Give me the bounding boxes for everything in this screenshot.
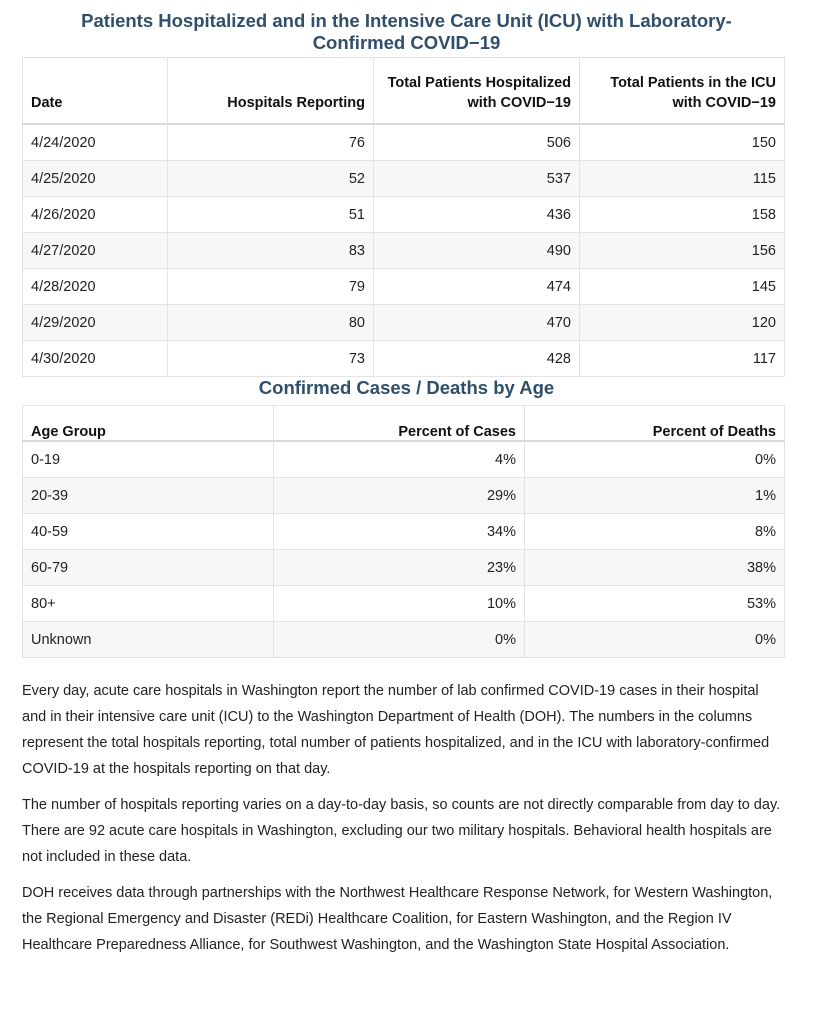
hospitalization-table [22,57,785,377]
hospitalization-title: Patients Hospitalized and in the Intensive Care Unit (ICU) with Laboratory-Confirmed COVID−19 [81,10,732,53]
table-cell: 79 [168,269,374,305]
table-cell: 158 [580,197,785,233]
table-cell: 51 [168,197,374,233]
table-cell: 470 [374,305,580,341]
table-cell: 40-59 [23,514,274,550]
table-cell: 76 [168,124,374,161]
table-row [23,341,785,377]
column-header-total-hospitalized: Total Patients Hospitalized with COVID−19 [374,58,580,125]
column-header-age-group: Age Group [23,406,274,442]
table-cell: 4/28/2020 [23,269,168,305]
table-cell: 4/29/2020 [23,305,168,341]
table-cell: 10% [274,586,525,622]
table-cell: 145 [580,269,785,305]
table-cell: 120 [580,305,785,341]
column-header-percent-cases: Percent of Cases [274,406,525,442]
table-cell: 80+ [23,586,274,622]
table-cell: 4/24/2020 [23,124,168,161]
table-cell: 53% [525,586,785,622]
table-cell: 506 [374,124,580,161]
table-cell: 73 [168,341,374,377]
table-cell: 38% [525,550,785,586]
table-cell: 52 [168,161,374,197]
notes [22,678,786,958]
table-cell: 0% [274,622,525,658]
table-cell: 474 [374,269,580,305]
table-cell: 428 [374,341,580,377]
table-cell: 4/27/2020 [23,233,168,269]
note-paragraph-reporting: Every day, acute care hospitals in Washington report the number of lab confirmed COVID-19 cases in their hospital and in their intensive care unit (ICU) to the Washington Department of Health (DOH). The numbers in the columns represent the total hospitals reporting, total number of patients hospitalized, and in the ICU with laboratory-confirmed COVID-19 at the hospitals reporting on that day. [22,683,770,777]
table-row [23,124,785,161]
table-cell: 436 [374,197,580,233]
table-cell: 537 [374,161,580,197]
table-cell: 29% [274,478,525,514]
table-cell: 117 [580,341,785,377]
table-cell: 4/26/2020 [23,197,168,233]
table-row [23,441,785,478]
table-cell: 115 [580,161,785,197]
table-cell: 4/25/2020 [23,161,168,197]
table-cell: 4% [274,441,525,478]
column-header-percent-deaths: Percent of Deaths [525,406,785,442]
table-cell: 8% [525,514,785,550]
table-cell: 0% [525,441,785,478]
table-row [23,161,785,197]
table-cell: 4/30/2020 [23,341,168,377]
table-cell: 0% [525,622,785,658]
column-header-hospitals-reporting: Hospitals Reporting [168,58,374,125]
column-header-date: Date [23,58,168,125]
table-cell: 20-39 [23,478,274,514]
table-cell: 23% [274,550,525,586]
table-row [23,478,785,514]
table-cell: 83 [168,233,374,269]
table-cell: 80 [168,305,374,341]
table-row [23,233,785,269]
hospitalization-header-row [23,58,785,125]
note-paragraph-variation: The number of hospitals reporting varies on a day-to-day basis, so counts are not directly comparable from day to day. There are 92 acute care hospitals in Washington, excluding our two military hospitals. Behavioral health hospitals are not included in these data. [22,797,781,865]
table-cell: 1% [525,478,785,514]
column-header-total-icu: Total Patients in the ICU with COVID−19 [580,58,785,125]
note-paragraph-partnerships: DOH receives data through partnerships with the Northwest Healthcare Response Network, for Western Washington, the Regional Emergency and Disaster (REDi) Healthcare Coalition, for Eastern Washington, and the Region IV Healthcare Preparedness Alliance, for Southwest Washington, and the Washington State Hospital Association. [22,885,773,953]
table-row [23,269,785,305]
age-table [22,405,785,658]
table-cell: 490 [374,233,580,269]
table-cell: Unknown [23,622,274,658]
table-cell: 34% [274,514,525,550]
age-header-row [23,406,785,442]
table-row [23,550,785,586]
table-cell: 0-19 [23,441,274,478]
table-row [23,622,785,658]
table-cell: 156 [580,233,785,269]
table-row [23,586,785,622]
table-row [23,514,785,550]
table-cell: 60-79 [23,550,274,586]
table-row [23,197,785,233]
age-title: Confirmed Cases / Deaths by Age [258,377,555,398]
table-cell: 150 [580,124,785,161]
table-row [23,305,785,341]
